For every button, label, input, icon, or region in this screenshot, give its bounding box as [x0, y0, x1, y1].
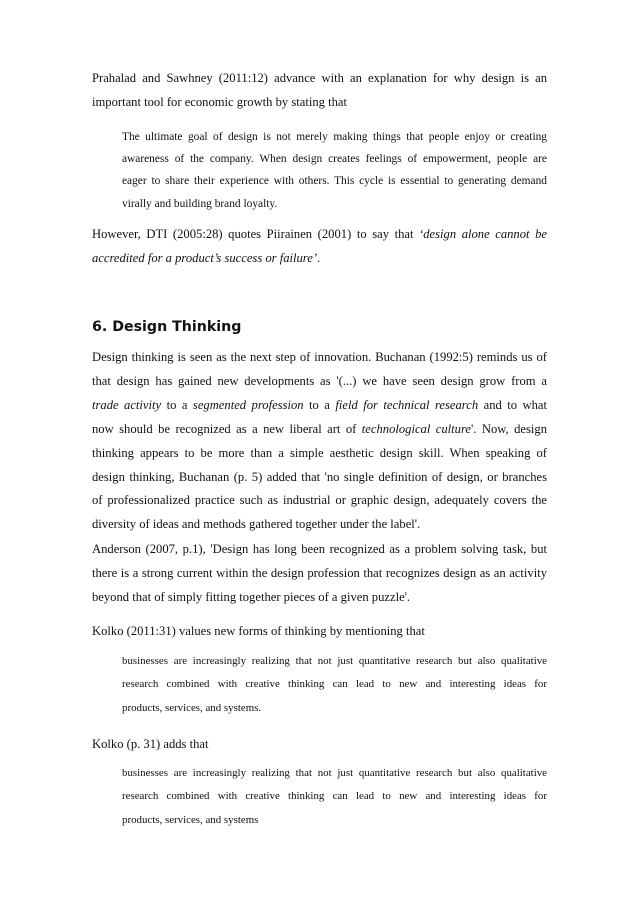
anderson-paragraph [92, 538, 547, 610]
text-line [92, 247, 547, 271]
quote-line: awareness of the company. When design creates feelings of empowerment, people are [122, 153, 547, 166]
text-run: and to what [478, 397, 547, 412]
quote-line: The ultimate goal of design is not merely making things that people enjoy or creating [122, 131, 547, 143]
text-line: of professionalized practice such as industrial or graphic design, adequately covers the [92, 493, 547, 508]
italic-quote: ‘design alone cannot be [419, 227, 547, 241]
quote-line: products, services, and systems [122, 813, 259, 826]
text-line: design thinking, Buchanan (p. 5) added that 'no single definition of design, or branches [92, 469, 547, 484]
text-line: Kolko (2011:31) values new forms of thinking by mentioning that [92, 624, 425, 638]
quote-line: research combined with creative thinking can lead to new and interesting ideas for [122, 678, 547, 691]
text-line: important tool for economic growth by stating that [92, 94, 347, 109]
text-line [92, 418, 547, 442]
text-run: to a [161, 397, 193, 412]
text-line: Anderson (2007, p.1), 'Design has long been recognized as a problem solving task, but [92, 542, 547, 556]
quote-line: businesses are increasingly realizing that not just quantitative research but also qualitative [122, 655, 547, 667]
text-line: diversity of ideas and methods gathered together under the label'. [92, 517, 421, 532]
italic-quote: accredited for a product’s success or failure’ [92, 250, 318, 265]
text-line [92, 394, 547, 418]
section-heading: 6. Design Thinking [92, 319, 242, 335]
quote-line: research combined with creative thinking can lead to new and interesting ideas for [122, 790, 547, 803]
italic-term: field for technical research [335, 397, 479, 412]
dti-paragraph [92, 223, 547, 271]
text-line: thinking appears to be more than a simple aesthetic design skill. When speaking of [92, 445, 547, 460]
text-run: to a [303, 397, 336, 412]
block-quote-kolko-1 [122, 650, 547, 720]
block-quote-kolko-2 [122, 762, 547, 832]
text-line: Kolko (p. 31) adds that [92, 737, 209, 751]
quote-line: products, services, and systems. [122, 701, 262, 714]
quote-line: eager to share their experience with others. This cycle is essential to generating demand [122, 175, 547, 188]
text-line: there is a strong current within the design profession that recognizes design as an activity [92, 565, 547, 580]
text-line [92, 223, 547, 247]
quote-line: virally and building brand loyalty. [122, 197, 278, 210]
text-line: Prahalad and Sawhney (2011:12) advance with an explanation for why design is an [92, 71, 547, 85]
kolko-intro-paragraph [92, 620, 547, 644]
text-line: Design thinking is seen as the next step of innovation. Buchanan (1992:5) reminds us of [92, 350, 547, 364]
italic-term: segmented profession [192, 397, 304, 412]
text-run: . [317, 250, 321, 265]
text-run: However, DTI (2005:28) quotes Piirainen (2001) to say that [92, 227, 420, 241]
kolko-adds-paragraph [92, 733, 547, 757]
text-run: '. Now, design [471, 421, 547, 436]
intro-paragraph [92, 67, 547, 115]
design-thinking-paragraph [92, 346, 547, 537]
quote-line: businesses are increasingly realizing that not just quantitative research but also qualitative [122, 767, 547, 779]
block-quote-prahalad [122, 126, 547, 215]
text-line: that design has gained new developments as '(...) we have seen design grow from a [92, 373, 547, 388]
text-line: beyond that of simply fitting together pieces of a given puzzle'. [92, 589, 411, 604]
text-run: now should be recognized as a new liberal art of [92, 421, 362, 436]
italic-term: trade activity [92, 397, 162, 412]
italic-term: technological culture [361, 421, 471, 436]
